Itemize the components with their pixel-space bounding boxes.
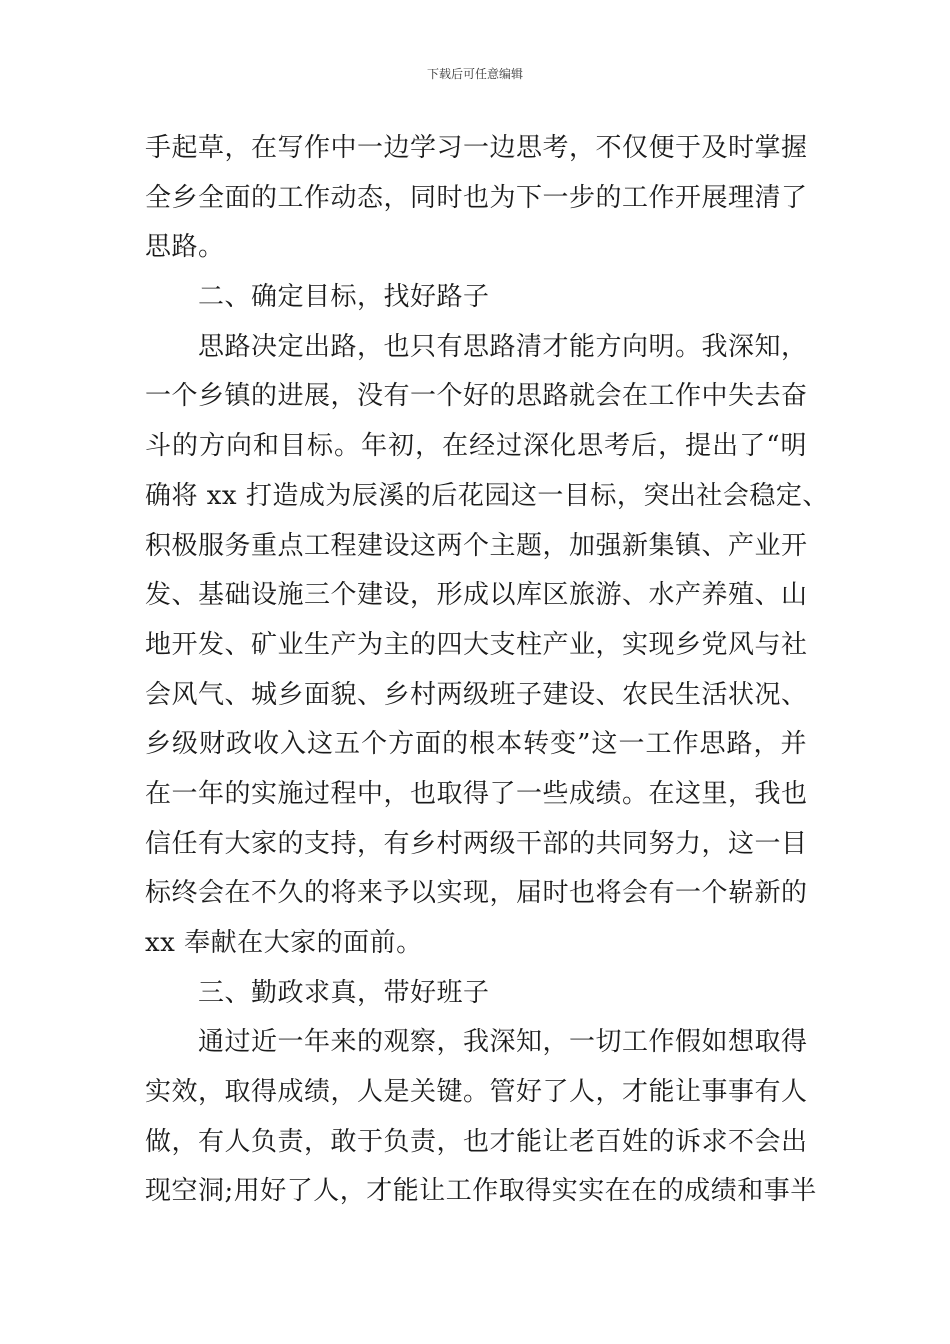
paragraph-line: 地开发、矿业生产为主的四大支柱产业，实现乡党风与社 xyxy=(145,629,808,660)
paragraph-line: 做，有人负责，敢于负责，也才能让老百姓的诉求不会出 xyxy=(145,1126,808,1157)
paragraph-line: 手起草，在写作中一边学习一边思考，不仅便于及时掌握 xyxy=(145,133,808,163)
paragraph-line: 信任有大家的支持，有乡村两级干部的共同努力，这一目 xyxy=(145,828,808,859)
paragraph-line: 实效，取得成绩，人是关键。管好了人，才能让事事有人 xyxy=(145,1077,808,1108)
paragraph-line: 斗的方向和目标。年初，在经过深化思考后，提出了“明 xyxy=(145,431,807,462)
paragraph-line: 积极服务重点工程建设这两个主题，加强新集镇、产业开 xyxy=(145,530,808,561)
paragraph-line: 思路。 xyxy=(145,232,225,263)
section-heading: 三、勤政求真，带好班子 xyxy=(198,977,490,1008)
paragraph-line: 发、基础设施三个建设，形成以库区旅游、水产养殖、山 xyxy=(145,580,808,611)
paragraph-line: 现空洞;用好了人，才能让工作取得实实在在的成绩和事半 xyxy=(145,1176,817,1207)
paragraph-line: xx 奉献在大家的面前。 xyxy=(145,928,423,958)
paragraph-line: 确将 xx 打造成为辰溪的后花园这一目标，突出社会稳定、 xyxy=(145,480,829,511)
paragraph-line: 通过近一年来的观察，我深知，一切工作假如想取得 xyxy=(198,1027,808,1058)
paragraph-line: 在一年的实施过程中，也取得了一些成绩。在这里，我也 xyxy=(145,778,808,809)
section-heading: 二、确定目标，找好路子 xyxy=(198,282,490,313)
paragraph-line: 思路决定出路，也只有思路清才能方向明。我深知， xyxy=(198,331,808,362)
paragraph-line: 会风气、城乡面貌、乡村两级班子建设、农民生活状况、 xyxy=(145,679,808,710)
paragraph-line: 乡级财政收入这五个方面的根本转变”这一工作思路，并 xyxy=(145,729,807,760)
page-header: 下载后可任意编辑 xyxy=(426,67,523,81)
paragraph-line: 一个乡镇的进展，没有一个好的思路就会在工作中失去奋 xyxy=(145,381,808,412)
document-body xyxy=(145,124,829,1217)
paragraph-line: 标终会在不久的将来予以实现，届时也将会有一个崭新的 xyxy=(145,878,808,909)
paragraph-line: 全乡全面的工作动态，同时也为下一步的工作开展理清了 xyxy=(145,182,808,213)
